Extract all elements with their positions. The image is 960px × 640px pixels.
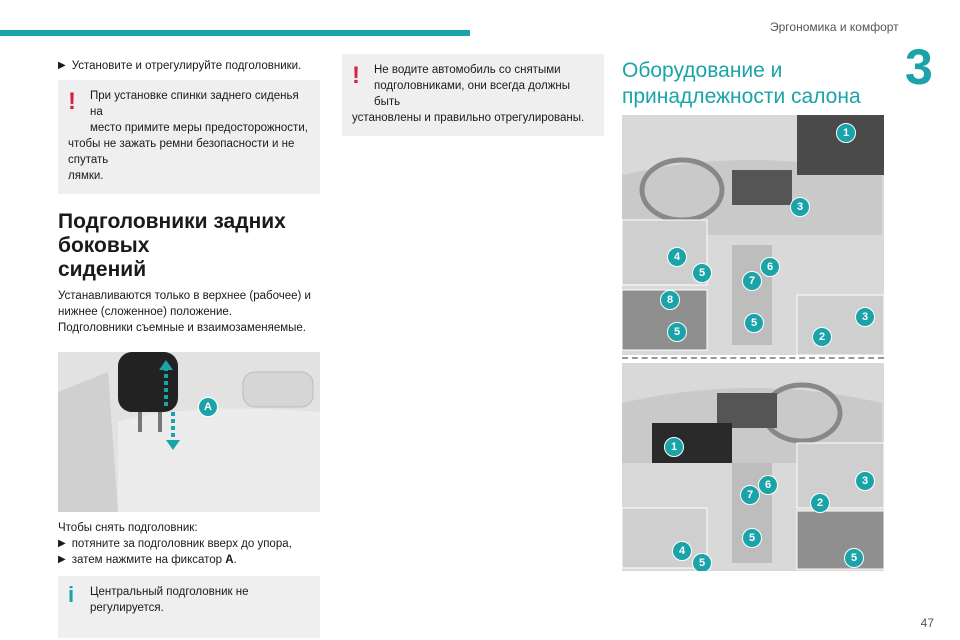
interior-figure-top xyxy=(622,115,884,355)
page-title xyxy=(622,58,872,110)
triangle-bullet-icon: ▶ xyxy=(58,538,66,549)
bullet-text: Установите и отрегулируйте подголовники. xyxy=(71,60,302,72)
callout: 3 xyxy=(790,197,810,217)
title-line: Оборудование и xyxy=(622,59,783,82)
callout: 5 xyxy=(692,263,712,283)
callout: 5 xyxy=(692,553,712,571)
headrest-illustration xyxy=(58,352,320,512)
chapter-number: 3 xyxy=(905,39,933,95)
page-number: 47 xyxy=(920,616,934,630)
callout: 1 xyxy=(836,123,856,143)
paragraph-line: Чтобы снять подголовник: xyxy=(58,522,198,534)
callout: 4 xyxy=(667,247,687,267)
section-title: Эргономика и комфорт xyxy=(770,20,899,34)
callout: 3 xyxy=(855,307,875,327)
step-bold: A xyxy=(225,554,234,566)
left-column xyxy=(58,58,320,638)
warning-text-line: чтобы не зажать ремни безопасности и не спутать xyxy=(68,138,295,166)
warning-text-line: подголовниками, они всегда должны быть xyxy=(374,80,571,108)
info-box xyxy=(58,576,320,638)
heading-line: Подголовники задних боковых xyxy=(58,210,286,257)
callout-a: A xyxy=(198,397,218,417)
step-prefix: затем нажмите на фиксатор xyxy=(71,554,226,566)
info-icon: i xyxy=(68,582,75,607)
callout: 5 xyxy=(844,548,864,568)
callout: 6 xyxy=(758,475,778,495)
bullet-text xyxy=(72,552,237,568)
callout: 6 xyxy=(760,257,780,277)
warning-box xyxy=(342,54,604,136)
paragraph-line: Подголовники съемные и взаимозаменяемые. xyxy=(58,322,306,334)
exclamation-icon: ! xyxy=(352,62,360,89)
callout: 2 xyxy=(810,493,830,513)
headrest-figure xyxy=(58,352,320,512)
title-line: принадлежности салона xyxy=(622,85,861,108)
callout: 4 xyxy=(672,541,692,561)
callout: 5 xyxy=(742,528,762,548)
interior-figure-bottom xyxy=(622,363,884,571)
callout: 7 xyxy=(740,485,760,505)
callout: 5 xyxy=(744,313,764,333)
paragraph-line: нижнее (сложенное) положение. xyxy=(58,306,233,318)
step-suffix: . xyxy=(233,554,237,566)
exclamation-icon: ! xyxy=(68,88,76,115)
callout: 8 xyxy=(660,290,680,310)
middle-column xyxy=(342,54,604,136)
callout: 3 xyxy=(855,471,875,491)
triangle-bullet-icon: ▶ xyxy=(58,554,66,565)
callout: 2 xyxy=(812,327,832,347)
warning-text-line: установлены и правильно отрегулированы. xyxy=(352,112,585,124)
warning-text-line: лямки. xyxy=(68,170,104,182)
bullet-item xyxy=(58,58,320,74)
paragraph-line: Устанавливаются только в верхнее (рабочее) и xyxy=(58,290,311,302)
bullet-item xyxy=(58,552,320,568)
figure-divider xyxy=(622,357,884,359)
callout: 7 xyxy=(742,271,762,291)
warning-box xyxy=(58,80,320,194)
triangle-bullet-icon: ▶ xyxy=(58,60,66,71)
warning-text-line: место примите меры предосторожности, xyxy=(90,122,308,134)
callout: 1 xyxy=(664,437,684,457)
section-heading xyxy=(58,210,320,282)
header-accent-bar xyxy=(0,30,470,36)
bullet-item xyxy=(58,536,320,552)
callout: 5 xyxy=(667,322,687,342)
bullet-text: потяните за подголовник вверх до упора, xyxy=(71,538,292,550)
info-text: Центральный подголовник не регулируется. xyxy=(90,586,249,614)
warning-text-line: При установке спинки заднего сиденья на xyxy=(90,90,299,118)
heading-line: сидений xyxy=(58,258,147,281)
warning-text-line: Не водите автомобиль со снятыми xyxy=(374,64,561,76)
